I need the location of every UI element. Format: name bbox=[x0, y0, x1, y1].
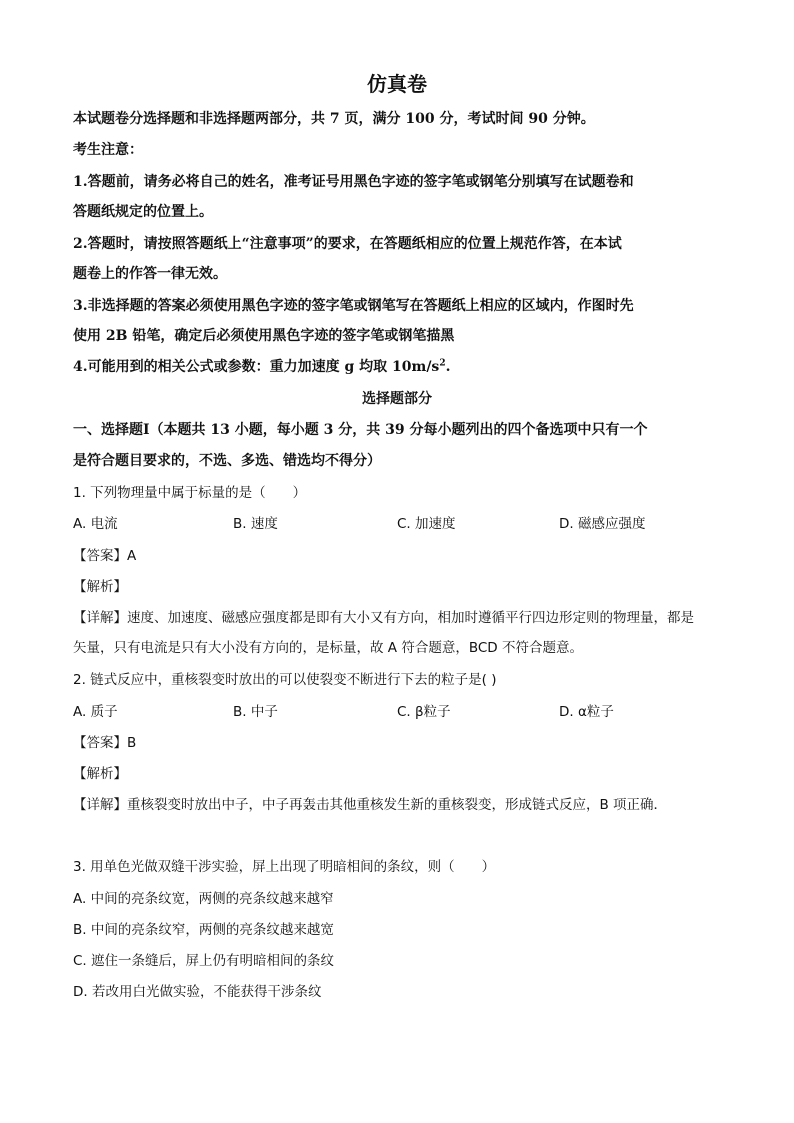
q1-option-b: B. 速度 bbox=[233, 516, 278, 532]
q1-analysis-label: 【解析】 bbox=[73, 579, 127, 595]
q2-detail: 【详解】重核裂变时放出中子，中子再轰击其他重核发生新的重核裂变，形成链式反应，B 项正确． bbox=[73, 797, 668, 813]
q3-option-a: A. 中间的亮条纹宽，两侧的亮条纹越来越窄 bbox=[73, 891, 334, 907]
q3-stem: 3. 用单色光做双缝干涉实验，屏上出现了明暗相间的条纹，则（ ） bbox=[73, 859, 496, 875]
note-4-suffix: . bbox=[445, 359, 451, 375]
note-3-line-2: 使用 2B 铅笔，确定后必须使用黑色字迹的签字笔或钢笔描黑 bbox=[73, 328, 455, 344]
part1-instructions-line-2: 是符合题目要求的，不选、多选、错选均不得分） bbox=[73, 453, 381, 469]
q2-option-b: B. 中子 bbox=[233, 704, 278, 720]
note-3-line-1: 3.非选择题的答案必须使用黑色字迹的签字笔或钢笔写在答题纸上相应的区域内，作图时先 bbox=[73, 298, 634, 314]
q3-option-c: C. 遮住一条缝后，屏上仍有明暗相间的条纹 bbox=[73, 953, 335, 969]
q1-answer: 【答案】A bbox=[73, 548, 137, 564]
q1-options bbox=[73, 514, 733, 534]
notice-heading: 考生注意： bbox=[73, 142, 143, 158]
part1-instructions-line-1: 一、选择题Ⅰ（本题共 13 小题，每小题 3 分，共 39 分每小题列出的四个备选项中只有一个 bbox=[73, 422, 648, 438]
q2-option-a: A. 质子 bbox=[73, 704, 118, 720]
q1-stem: 1. 下列物理量中属于标量的是（ ） bbox=[73, 485, 307, 501]
exam-intro: 本试题卷分选择题和非选择题两部分，共 7 页，满分 100 分，考试时间 90 分钟。 bbox=[73, 111, 595, 127]
q3-option-b: B. 中间的亮条纹窄，两侧的亮条纹越来越宽 bbox=[73, 922, 334, 938]
q2-option-c: C. β粒子 bbox=[397, 704, 451, 720]
q2-option-d: D. α粒子 bbox=[559, 704, 614, 720]
q2-answer: 【答案】B bbox=[73, 735, 137, 751]
note-4 bbox=[73, 357, 450, 377]
q1-option-d: D. 磁感应强度 bbox=[559, 516, 646, 532]
q2-stem: 2. 链式反应中，重核裂变时放出的可以使裂变不断进行下去的粒子是( ) bbox=[73, 672, 497, 688]
page-title: 仿真卷 bbox=[367, 72, 427, 96]
note-2-line-1: 2.答题时，请按照答题纸上“注意事项”的要求，在答题纸相应的位置上规范作答，在本试 bbox=[73, 236, 622, 252]
note-1-line-2: 答题纸规定的位置上。 bbox=[73, 204, 213, 220]
q2-options bbox=[73, 702, 733, 722]
note-2-line-2: 题卷上的作答一律无效。 bbox=[73, 266, 227, 282]
section-title: 选择题部分 bbox=[362, 391, 432, 407]
q3-option-d: D. 若改用白光做实验，不能获得干涉条纹 bbox=[73, 984, 322, 1000]
q2-analysis-label: 【解析】 bbox=[73, 766, 127, 782]
note-4-text: 4.可能用到的相关公式或参数：重力加速度 g 均取 10m/s bbox=[73, 359, 440, 375]
note-1-line-1: 1.答题前，请务必将自己的姓名，准考证号用黑色字迹的签字笔或钢笔分别填写在试题卷和 bbox=[73, 174, 634, 190]
q1-detail-line-1: 【详解】速度、加速度、磁感应强度都是即有大小又有方向，相加时遵循平行四边形定则的物理量，都是 bbox=[73, 610, 694, 626]
note-4-exponent: 2 bbox=[439, 358, 446, 369]
q1-detail-line-2: 矢量，只有电流是只有大小没有方向的，是标量，故 A 符合题意，BCD 不符合题意。 bbox=[73, 640, 583, 656]
q1-option-a: A. 电流 bbox=[73, 516, 118, 532]
q1-option-c: C. 加速度 bbox=[397, 516, 456, 532]
